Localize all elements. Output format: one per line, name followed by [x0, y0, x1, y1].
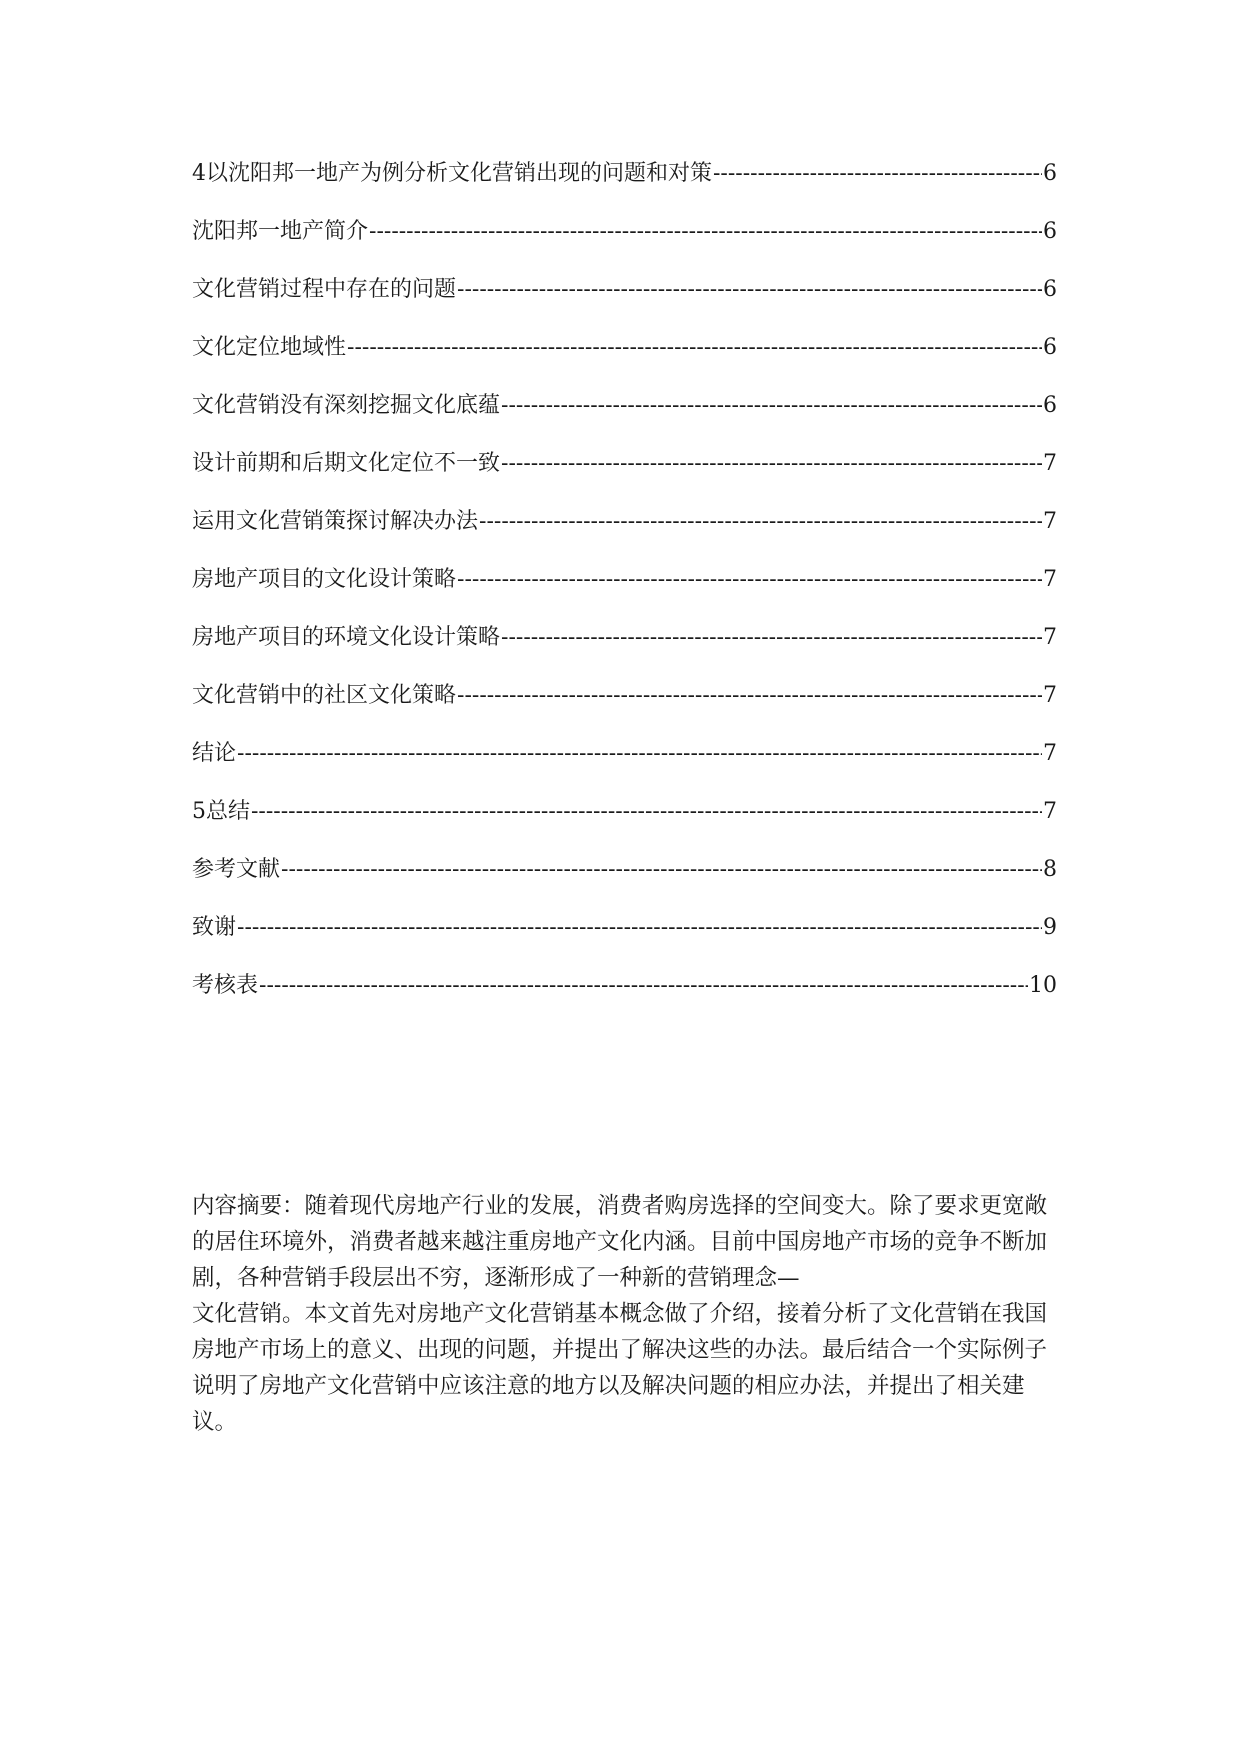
- toc-entry-page: 8: [1043, 857, 1057, 882]
- toc-entry: [192, 203, 1057, 261]
- toc-entry-title: 沈阳邦一地产简介: [192, 219, 369, 244]
- toc-entry: [192, 957, 1057, 1015]
- toc-entry-title: 运用文化营销策探讨解决办法: [192, 509, 479, 534]
- toc-entry-title: 文化营销没有深刻挖掘文化底蕴: [192, 393, 501, 418]
- toc-dot-leader: [501, 609, 1042, 667]
- toc-entry-title: 文化营销过程中存在的问题: [192, 277, 457, 302]
- toc-entry-title: 文化营销中的社区文化策略: [192, 683, 457, 708]
- toc-dot-leader: [369, 203, 1042, 261]
- toc-entry-title: 5总结: [192, 799, 250, 824]
- toc-entry-page: 6: [1043, 161, 1057, 186]
- toc-dot-leader: [457, 261, 1042, 319]
- toc-entry: [192, 609, 1057, 667]
- abstract-paragraph-2: 文化营销。本文首先对房地产文化营销基本概念做了介绍，接着分析了文化营销在我国房地产市场上的意义、出现的问题，并提出了解决这些的办法。最后结合一个实际例子说明了房地产文化营销中应该注意的地方以及解决问题的相应办法，并提出了相关建议。: [192, 1301, 1048, 1435]
- toc-entry-page: 9: [1043, 915, 1057, 940]
- toc-dot-leader: [501, 435, 1042, 493]
- toc-entry-page: 7: [1043, 741, 1057, 766]
- toc-entry: [192, 667, 1057, 725]
- abstract-paragraph-1: 内容摘要：随着现代房地产行业的发展，消费者购房选择的空间变大。除了要求更宽敞的居住环境外，消费者越来越注重房地产文化内涵。目前中国房地产市场的竞争不断加剧，各种营销手段层出不穷，逐渐形成了一种新的营销理念—: [192, 1193, 1048, 1291]
- toc-dot-leader: [251, 783, 1042, 841]
- toc-entry-title: 房地产项目的环境文化设计策略: [192, 625, 501, 650]
- toc-entry-page: 7: [1043, 567, 1057, 592]
- toc-dot-leader: [501, 377, 1042, 435]
- toc-entry: [192, 261, 1057, 319]
- toc-entry-page: 10: [1029, 973, 1057, 998]
- toc-entry-title: 房地产项目的文化设计策略: [192, 567, 457, 592]
- toc-entry-page: 6: [1043, 219, 1057, 244]
- toc-entry: [192, 493, 1057, 551]
- toc-dot-leader: [237, 725, 1042, 783]
- toc-entry: [192, 551, 1057, 609]
- toc-entry-page: 6: [1043, 277, 1057, 302]
- toc-entry-page: 7: [1043, 509, 1057, 534]
- toc-entry-title: 设计前期和后期文化定位不一致: [192, 451, 501, 476]
- toc-entry-page: 6: [1043, 335, 1057, 360]
- abstract-section: [192, 1188, 1062, 1440]
- toc-entry-page: 7: [1043, 451, 1057, 476]
- toc-entry-title: 文化定位地域性: [192, 335, 347, 360]
- toc-entry: [192, 783, 1057, 841]
- toc-entry-page: 7: [1043, 625, 1057, 650]
- toc-entry: [192, 725, 1057, 783]
- toc-entry-page: 7: [1043, 799, 1057, 824]
- toc-entry-page: 6: [1043, 393, 1057, 418]
- toc-dot-leader: [457, 551, 1042, 609]
- toc-entry: [192, 435, 1057, 493]
- toc-entry-title: 结论: [192, 741, 237, 766]
- toc-entry-title: 4以沈阳邦一地产为例分析文化营销出现的问题和对策: [192, 161, 712, 186]
- toc-entry-page: 7: [1043, 683, 1057, 708]
- toc-dot-leader: [479, 493, 1042, 551]
- toc-dot-leader: [457, 667, 1042, 725]
- table-of-contents: [192, 145, 1057, 1015]
- toc-entry-title: 致谢: [192, 915, 237, 940]
- toc-entry: [192, 319, 1057, 377]
- toc-dot-leader: [713, 145, 1042, 203]
- toc-entry: [192, 145, 1057, 203]
- toc-entry: [192, 899, 1057, 957]
- toc-entry-title: 考核表: [192, 973, 259, 998]
- toc-dot-leader: [259, 957, 1028, 1015]
- toc-entry: [192, 841, 1057, 899]
- toc-dot-leader: [347, 319, 1042, 377]
- toc-entry-title: 参考文献: [192, 857, 281, 882]
- toc-dot-leader: [237, 899, 1042, 957]
- toc-dot-leader: [281, 841, 1042, 899]
- toc-entry: [192, 377, 1057, 435]
